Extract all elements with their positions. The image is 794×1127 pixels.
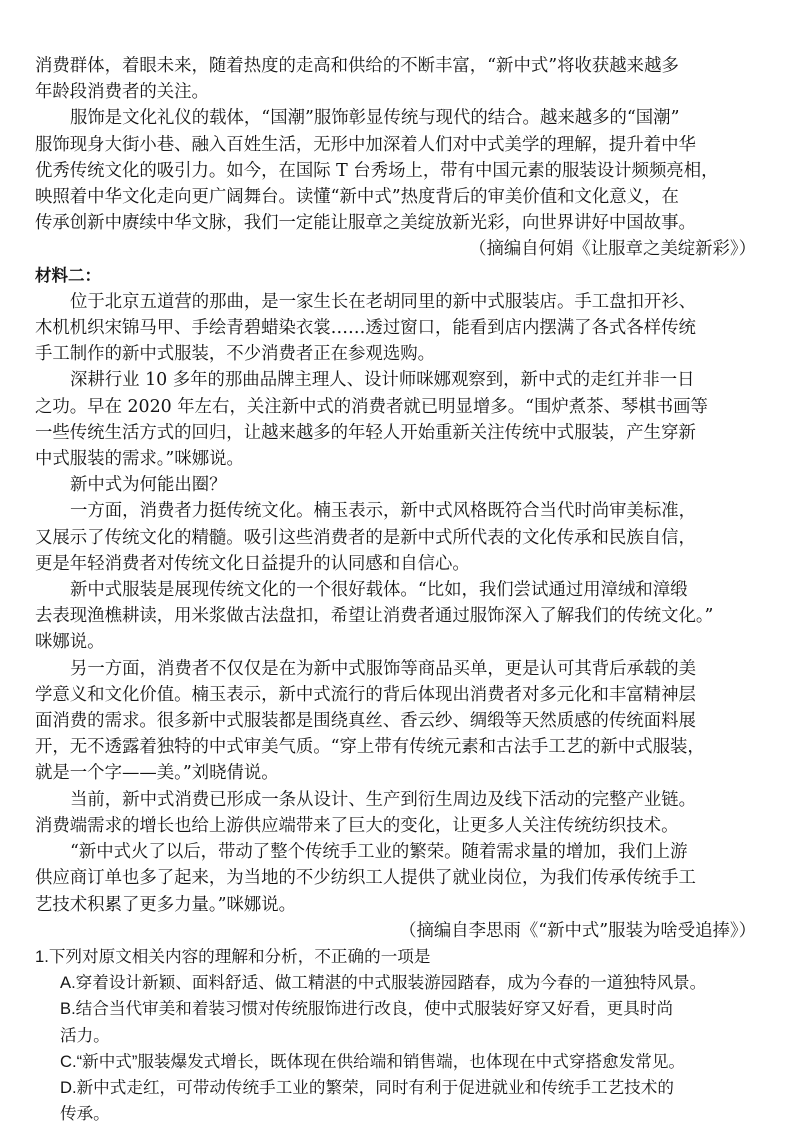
- option-line: B.结合当代审美和着装习惯对传统服饰进行改良，使中式服装好穿又好看，更具时尚: [60, 999, 674, 1019]
- paragraph: [35, 472, 764, 498]
- paragraph: [35, 577, 764, 656]
- text-line: 位于北京五道营的那曲，是一家生长在老胡同里的新中式服装店。手工盘扣开衫、: [70, 291, 697, 312]
- option-b[interactable]: [35, 996, 764, 1048]
- text-line: 另一方面，消费者不仅仅是在为新中式服饰等商品买单，更是认可其背后承载的美: [70, 658, 697, 679]
- source-citation: （摘编自何娟《让服章之美绽新彩》）: [469, 239, 756, 260]
- text-line: 新中式为何能出圈？: [70, 475, 227, 496]
- text-line: 新中式服装是展现传统文化的一个很好载体。“比如，我们尝试通过用漳绒和漳缎: [70, 580, 688, 601]
- text-line: 面消费的需求。很多新中式服装都是围绕真丝、香云纱、绸缎等天然质感的传统面料展: [35, 711, 696, 732]
- text-line: 一方面，消费者力挺传统文化。楠玉表示，新中式风格既符合当代时尚审美标准，: [70, 501, 697, 522]
- text-line: 消费群体，着眼未来，随着热度的走高和供给的不断丰富，“新中式”将收获越来越多: [35, 56, 679, 76]
- text-line: 映照着中华文化走向更广阔舞台。读懂“新中式”热度背后的审美价值和文化意义，在: [35, 187, 679, 208]
- option-c[interactable]: [35, 1049, 764, 1075]
- text-line: 手工制作的新中式服装，不少消费者正在参观选购。: [35, 344, 435, 365]
- text-line: 咪娜说。: [35, 632, 105, 653]
- text-line: 当前，新中式消费已形成一条从设计、生产到衍生周边及线下活动的完整产业链。: [70, 789, 697, 810]
- question-1: [35, 944, 764, 1127]
- option-line: D.新中式走红，可带动传统手工业的繁荣，同时有利于促进就业和传统手工艺技术的: [60, 1077, 674, 1097]
- option-a[interactable]: [35, 970, 764, 996]
- paragraph: [35, 656, 764, 787]
- text-line: 更是年轻消费者对传统文化日益提升的认同感和自信心。: [35, 553, 470, 574]
- paragraph: [35, 787, 764, 839]
- text-line: 中式服装的需求。”咪娜说。: [35, 449, 244, 470]
- option-line: C.“新中式”服装爆发式增长，既体现在供给端和销售端，也体现在中式穿搭愈发常见。: [60, 1051, 686, 1071]
- material2: [35, 263, 764, 944]
- paragraph: [35, 498, 764, 577]
- option-line: 活力。: [60, 1025, 110, 1045]
- option-line: 传承。: [60, 1104, 110, 1124]
- question-stem: 1.下列对原文相关内容的理解和分析，不正确的一项是: [35, 946, 431, 966]
- text-line: 消费端需求的增长也给上游供应端带来了巨大的变化，让更多人关注传统纺织技术。: [35, 815, 679, 836]
- text-line: 供应商订单也多了起来，为当地的不少纺织工人提供了就业岗位，为我们传承传统手工: [35, 868, 696, 889]
- text-line: 深耕行业 10 多年的那曲品牌主理人、设计师咪娜观察到，新中式的走红并非一日: [70, 370, 695, 391]
- text-line: 木机机织宋锦马甲、手绘青碧蜡染衣裳……透过窗口，能看到店内摆满了各式各样传统: [35, 318, 696, 339]
- paragraph: [35, 839, 764, 918]
- option-line: A.穿着设计新颖、面料舒适、做工精湛的中式服装游园踏春，成为今春的一道独特风景。: [60, 973, 707, 993]
- material1-tail: [35, 53, 764, 263]
- section-heading: 材料二：: [35, 265, 101, 285]
- text-line: 传承创新中赓续中华文脉，我们一定能让服章之美绽放新光彩，向世界讲好中国故事。: [35, 213, 696, 234]
- text-line: 开，无不透露着独特的中式审美气质。“穿上带有传统元素和古法手工艺的新中式服装，: [35, 737, 705, 758]
- text-line: 服饰现身大街小巷、融入百姓生活，无形中加深着人们对中式美学的理解，提升着中华: [35, 134, 696, 155]
- paragraph: [35, 105, 764, 236]
- text-line: 优秀传统文化的吸引力。如今，在国际 T 台秀场上，带有中国元素的服装设计频频亮相，: [35, 160, 719, 181]
- text-line: 之功。早在 2020 年左右，关注新中式的消费者就已明显增多。“围炉煮茶、琴棋书画等: [35, 396, 708, 417]
- text-line: 一些传统生活方式的回归，让越来越多的年轻人开始重新关注传统中式服装，产生穿新: [35, 422, 696, 443]
- text-line: 学意义和文化价值。楠玉表示，新中式流行的背后体现出消费者对多元化和丰富精神层: [35, 684, 696, 705]
- option-d[interactable]: [35, 1075, 764, 1127]
- source-citation: （摘编自李思雨《“新中式”服装为啥受追捧》）: [399, 920, 756, 941]
- paragraph: [35, 289, 764, 368]
- text-line: 艺技术积累了更多力量。”咪娜说。: [35, 894, 297, 915]
- text-line: 又展示了传统文化的精髓。吸引这些消费者的是新中式所代表的文化传承和民族自信，: [35, 527, 696, 548]
- paragraph: [35, 53, 764, 105]
- text-line: 年龄段消费者的关注。: [35, 82, 209, 103]
- paragraph: [35, 367, 764, 472]
- text-line: 就是一个字——美。”刘晓倩说。: [35, 763, 279, 784]
- text-line: 服饰是文化礼仪的载体，“国潮”服饰彰显传统与现代的结合。越来越多的“国潮”: [70, 108, 680, 129]
- text-line: “新中式火了以后，带动了整个传统手工业的繁荣。随着需求量的增加，我们上游: [70, 842, 688, 863]
- text-line: 去表现渔樵耕读，用米浆做古法盘扣，希望让消费者通过服饰深入了解我们的传统文化。”: [35, 606, 714, 627]
